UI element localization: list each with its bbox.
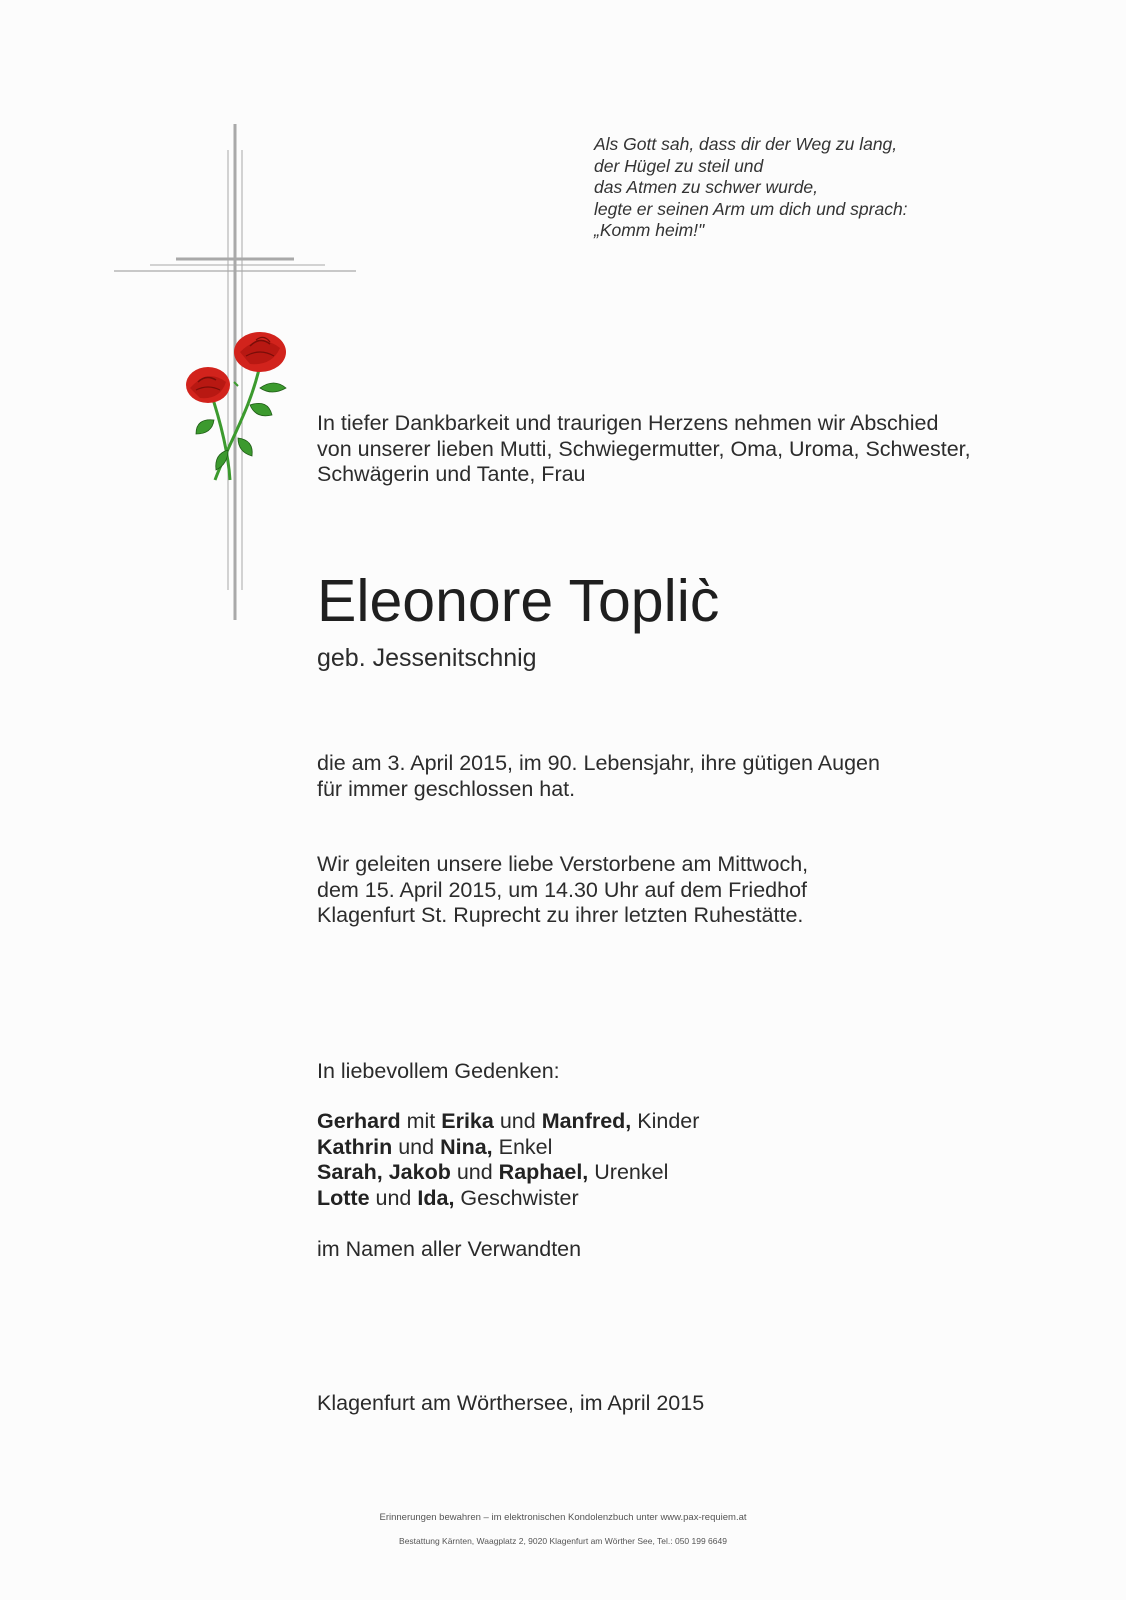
family-member-name: Manfred, <box>541 1109 632 1133</box>
poem-line: Als Gott sah, dass dir der Weg zu lang, <box>594 134 898 154</box>
cross-icon <box>114 124 356 620</box>
family-relation-text: und <box>493 1109 542 1133</box>
family-member-name: Kathrin <box>317 1134 393 1159</box>
death-notice <box>317 751 880 802</box>
family-row <box>317 1160 699 1186</box>
family-relation-text: mit <box>400 1109 442 1133</box>
poem-line: legte er seinen Arm um dich und sprach: <box>594 198 908 219</box>
funeral-line: Wir geleiten unsere liebe Verstorbene am Mittwoch, <box>317 852 809 876</box>
deceased-name: Eleonore Toplic̀ <box>317 568 720 634</box>
family-row <box>317 1135 699 1161</box>
family-member-name: Sarah, Jakob <box>317 1160 451 1184</box>
family-row <box>317 1186 699 1212</box>
family-member-name: Lotte <box>317 1185 370 1210</box>
intro-line: Schwägerin und Tante, Frau <box>317 462 586 486</box>
poem-line: der Hügel zu steil und <box>594 155 764 176</box>
death-line: für immer geschlossen hat. <box>317 776 576 801</box>
family-relation-text: Kinder <box>631 1109 700 1133</box>
family-member-name: Ida, <box>417 1185 455 1210</box>
intro-line: von unserer lieben Mutti, Schwiegermutter, Oma, Uroma, Schwester, <box>317 436 971 461</box>
birth-name: geb. Jessenitschnig <box>317 644 537 672</box>
footer-address-line: Bestattung Kärnten, Waagplatz 2, 9020 Klagenfurt am Wörther See, Tel.: 050 199 6649 <box>399 1536 727 1546</box>
family-relation-text: und <box>392 1134 441 1159</box>
family-relation-text: Enkel <box>492 1134 553 1159</box>
poem <box>594 134 1014 242</box>
family-member-name: Raphael, <box>498 1160 589 1184</box>
family-member-name: Nina, <box>440 1134 493 1159</box>
intro-line: In tiefer Dankbarkeit und traurigen Herzens nehmen wir Abschied <box>317 411 939 435</box>
memory-title: In liebevollem Gedenken: <box>317 1059 560 1083</box>
funeral-line: Klagenfurt St. Ruprecht zu ihrer letzten Ruhestätte. <box>317 903 804 927</box>
family-member-name: Gerhard <box>317 1109 401 1133</box>
place-date: Klagenfurt am Wörthersee, im April 2015 <box>317 1391 705 1415</box>
family-relation-text: und <box>369 1185 418 1210</box>
poem-line: „Komm heim!" <box>594 220 705 240</box>
funeral-notice <box>317 852 808 929</box>
death-line: die am 3. April 2015, im 90. Lebensjahr, ihre gütigen Augen <box>317 751 880 775</box>
relatives-line: im Namen aller Verwandten <box>317 1237 582 1261</box>
funeral-line: dem 15. April 2015, um 14.30 Uhr auf dem Friedhof <box>317 877 807 902</box>
intro-paragraph <box>317 411 971 488</box>
family-relation-text: Geschwister <box>454 1185 579 1210</box>
footer-condolence-line: Erinnerungen bewahren – im elektronischen Kondolenzbuch unter www.pax-requiem.at <box>379 1512 747 1523</box>
family-member-name: Erika <box>441 1109 494 1133</box>
family-relation-text: und <box>450 1160 499 1184</box>
family-list <box>317 1109 699 1211</box>
family-relation-text: Urenkel <box>588 1160 669 1184</box>
poem-line: das Atmen zu schwer wurde, <box>594 177 819 197</box>
cross-with-roses-icon <box>110 120 360 640</box>
family-row <box>317 1109 699 1135</box>
